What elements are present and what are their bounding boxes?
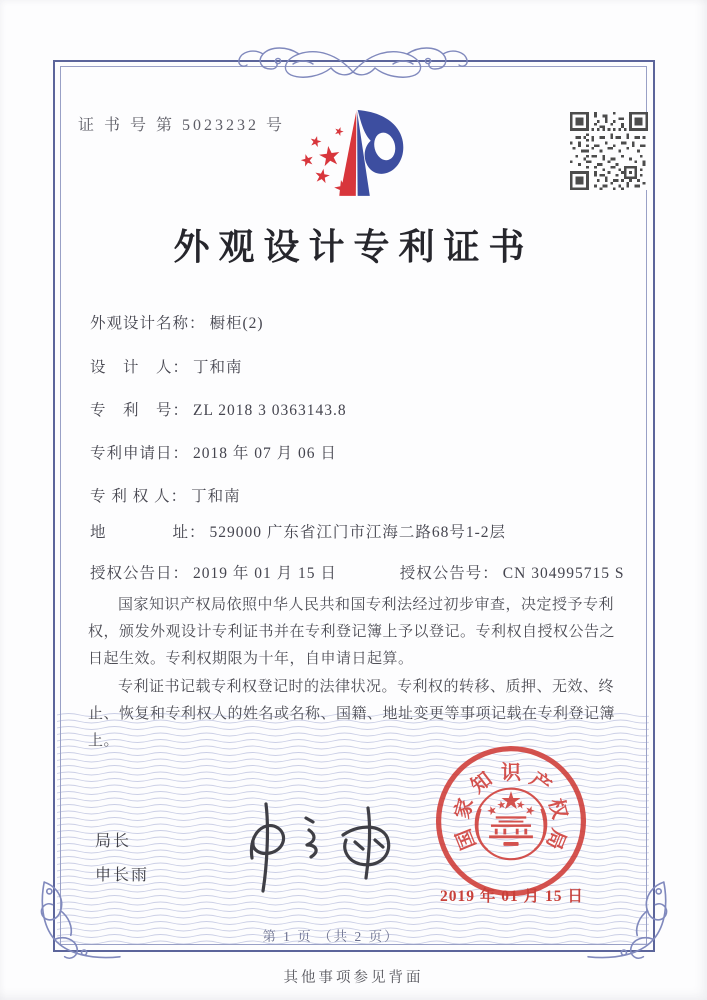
director-block: [95, 828, 149, 896]
field-value: 丁和南: [191, 488, 241, 505]
field-label: 外观设计名称：: [90, 315, 206, 332]
back-side-note: 其他事项参见背面: [283, 970, 424, 986]
field-designer: [90, 355, 243, 377]
field-label: 专 利 权 人：: [90, 488, 188, 505]
certificate-body: [88, 592, 624, 756]
field-address: [90, 520, 506, 542]
director-signature: [222, 798, 422, 898]
body-paragraph-2: 专利证书记载专利权登记时的法律状况。专利权的转移、质押、无效、终止、恢复和专利权人的姓名或名称、国籍、地址变更等事项记载在专利登记簿上。: [88, 679, 616, 749]
field-label: 授权公告号：: [399, 565, 499, 582]
field-value: 529000 广东省江门市江海二路68号1-2层: [209, 524, 507, 541]
field-patentee: [90, 484, 241, 506]
seal-char: 产: [525, 768, 555, 798]
director-name: 申长雨: [95, 867, 150, 884]
field-value: 2019 年 01 月 15 日: [193, 565, 337, 582]
field-filing-date: [90, 441, 337, 463]
seal-char: 知: [467, 768, 497, 798]
field-grant-number: [342, 565, 625, 582]
seal-char: 家: [451, 796, 478, 822]
official-seal: [430, 742, 592, 904]
seal-char: 识: [501, 762, 521, 785]
field-value: 橱柜(2): [209, 315, 264, 332]
field-design-name: [90, 311, 264, 333]
seal-date: 2019 年 01 月 15 日: [440, 888, 584, 905]
field-grant-row: [90, 561, 624, 583]
certificate-title: 外观设计专利证书: [173, 227, 534, 267]
seal-char: 权: [544, 796, 571, 822]
field-value: CN 304995715 S: [502, 565, 625, 582]
field-label: 设 计 人：: [90, 359, 190, 376]
field-value: 丁和南: [193, 359, 243, 376]
seal-char: 国: [452, 825, 481, 853]
field-label: 专利申请日：: [90, 445, 190, 462]
field-label: 专 利 号：: [90, 402, 190, 419]
field-grant-date: [90, 565, 342, 582]
seal-char: 局: [541, 825, 570, 853]
field-value: 2018 年 07 月 06 日: [193, 445, 337, 462]
field-label: 地 址：: [90, 524, 206, 541]
cnipa-logo-icon: [297, 102, 409, 202]
field-label: 授权公告日：: [90, 565, 190, 582]
field-patent-number: [90, 398, 347, 420]
certificate-number: 证 书 号 第 5023232 号: [78, 117, 286, 134]
page-number: 第 1 页 （共 2 页）: [262, 929, 400, 944]
director-title: 局长: [95, 833, 132, 850]
body-paragraph-1: 国家知识产权局依照中华人民共和国专利法经过初步审查，决定授予专利权，颁发外观设计专利证书并在专利登记簿上予以登记。专利权自授权公告之日起生效。专利权期限为十年，自申请日起算。: [88, 597, 616, 667]
field-value: ZL 2018 3 0363143.8: [193, 402, 347, 419]
national-emblem-icon: [476, 789, 547, 860]
qr-code: [570, 112, 648, 190]
